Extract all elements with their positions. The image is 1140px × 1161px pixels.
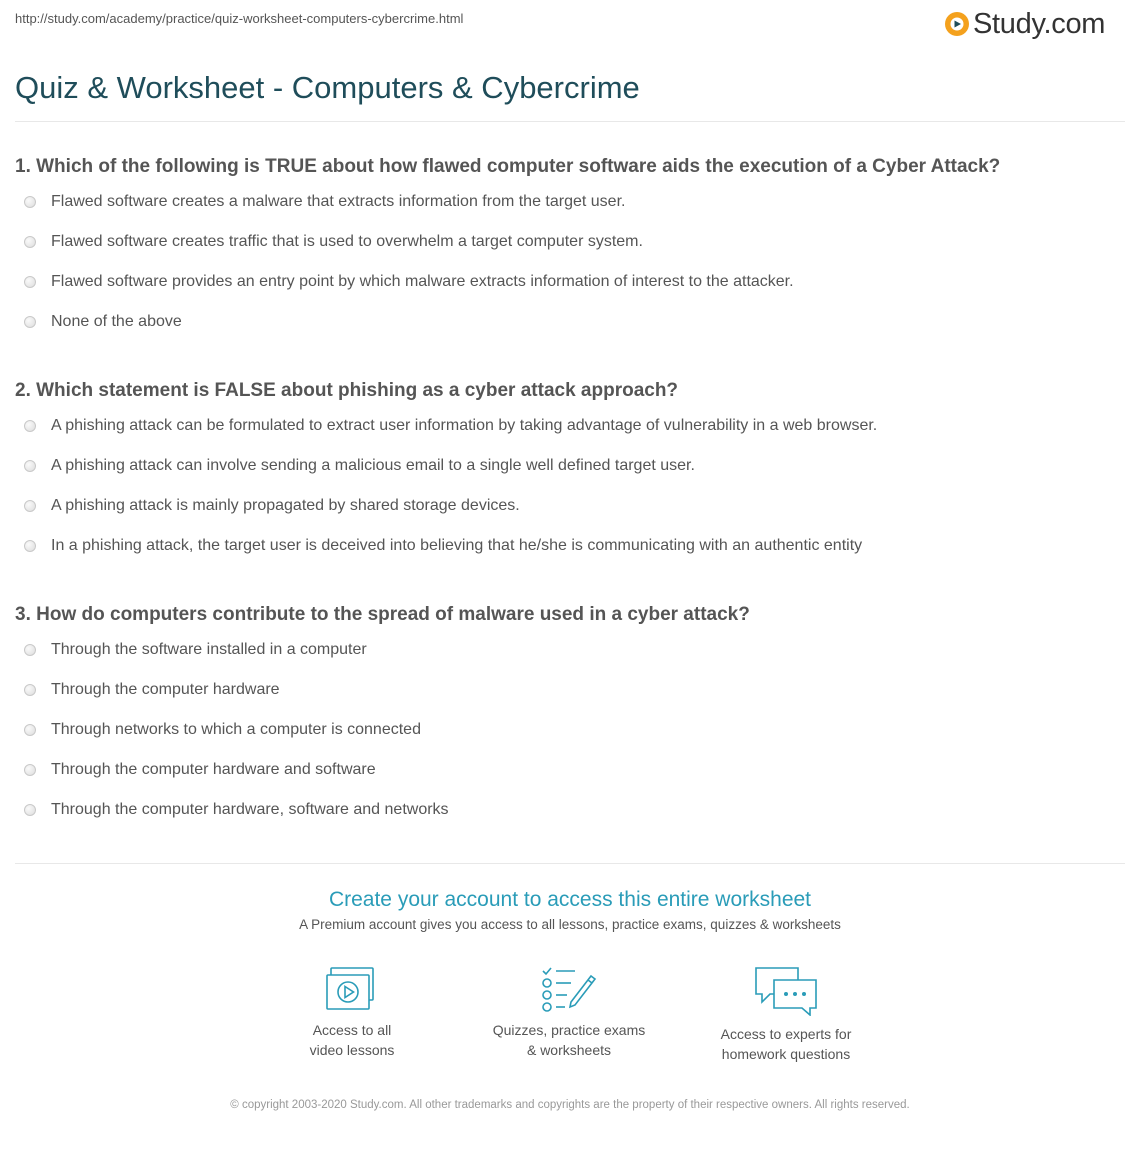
- logo-text: Study.com: [973, 7, 1106, 40]
- answer-label: Flawed software provides an entry point by which malware extracts information of interest to the attacker.: [51, 273, 794, 290]
- radio-button[interactable]: [24, 540, 36, 552]
- answer-option[interactable]: [15, 630, 1125, 670]
- radio-button[interactable]: [24, 500, 36, 512]
- cta-title-link[interactable]: Create your account to access this entire worksheet: [328, 888, 812, 911]
- feature-quizzes: [469, 966, 669, 1060]
- answer-options: [15, 182, 1125, 342]
- answer-option[interactable]: [15, 262, 1125, 302]
- feature-line: homework questions: [721, 1046, 851, 1062]
- answer-label: Through networks to which a computer is connected: [51, 721, 421, 738]
- radio-button[interactable]: [24, 724, 36, 736]
- answer-label: A phishing attack can involve sending a malicious email to a single well defined target user.: [51, 457, 695, 474]
- study-logo[interactable]: [944, 6, 1105, 42]
- answer-option[interactable]: [15, 446, 1125, 486]
- radio-button[interactable]: [24, 420, 36, 432]
- feature-line: & worksheets: [526, 1042, 612, 1058]
- question-2: [15, 376, 1125, 566]
- feature-line: Access to experts for: [720, 1026, 852, 1042]
- answer-option[interactable]: [15, 670, 1125, 710]
- radio-button[interactable]: [24, 316, 36, 328]
- feature-line: Access to all: [312, 1022, 392, 1038]
- radio-button[interactable]: [24, 804, 36, 816]
- question-text: 1. Which of the following is TRUE about how flawed computer software aids the execution of a Cyber Attack?: [15, 156, 1001, 177]
- answer-label: Flawed software creates traffic that is used to overwhelm a target computer system.: [51, 233, 643, 250]
- answer-option[interactable]: [15, 750, 1125, 790]
- title-divider: [15, 121, 1125, 122]
- radio-button[interactable]: [24, 196, 36, 208]
- answer-label: A phishing attack is mainly propagated by shared storage devices.: [51, 497, 520, 514]
- feature-line: video lessons: [309, 1042, 395, 1058]
- answer-options: [15, 406, 1125, 566]
- page-url: http://study.com/academy/practice/quiz-worksheet-computers-cybercrime.html: [15, 11, 464, 26]
- answer-option[interactable]: [15, 710, 1125, 750]
- answer-option[interactable]: [15, 302, 1125, 342]
- answer-label: Through the computer hardware: [51, 681, 280, 698]
- copyright-notice: © copyright 2003-2020 Study.com. All other trademarks and copyrights are the property of their respective owners. All rights reserved.: [230, 1099, 910, 1111]
- radio-button[interactable]: [24, 684, 36, 696]
- answer-option[interactable]: [15, 486, 1125, 526]
- signup-cta: [0, 885, 1140, 935]
- answer-options: [15, 630, 1125, 830]
- radio-button[interactable]: [24, 276, 36, 288]
- radio-button[interactable]: [24, 764, 36, 776]
- chat-bubbles-icon: [754, 966, 818, 1016]
- radio-button[interactable]: [24, 236, 36, 248]
- radio-button[interactable]: [24, 644, 36, 656]
- question-text: 2. Which statement is FALSE about phishing as a cyber attack approach?: [15, 380, 679, 401]
- answer-option[interactable]: [15, 406, 1125, 446]
- answer-option[interactable]: [15, 182, 1125, 222]
- feature-line: Quizzes, practice exams: [492, 1022, 646, 1038]
- answer-label: A phishing attack can be formulated to extract user information by taking advantage of vulnerability in a web browser.: [51, 417, 878, 434]
- cta-subtitle: A Premium account gives you access to all lessons, practice exams, quizzes & worksheets: [299, 917, 841, 932]
- page-title: Quiz & Worksheet - Computers & Cybercrime: [15, 70, 640, 105]
- answer-option[interactable]: [15, 790, 1125, 830]
- section-divider: [15, 863, 1125, 864]
- video-lessons-icon: [325, 966, 379, 1012]
- answer-label: Through the computer hardware and software: [51, 761, 376, 778]
- answer-label: Through the software installed in a computer: [51, 641, 367, 658]
- answer-label: Through the computer hardware, software and networks: [51, 801, 449, 818]
- feature-video-lessons: [252, 966, 452, 1060]
- feature-experts: [686, 966, 886, 1064]
- answer-label: None of the above: [51, 313, 182, 330]
- answer-option[interactable]: [15, 222, 1125, 262]
- quiz-checklist-icon: [541, 966, 597, 1012]
- question-text: 3. How do computers contribute to the spread of malware used in a cyber attack?: [15, 604, 750, 625]
- study-play-logo-icon: [944, 11, 970, 37]
- answer-label: In a phishing attack, the target user is deceived into believing that he/she is communicating with an authentic entity: [51, 537, 863, 554]
- question-1: [15, 152, 1125, 342]
- answer-option[interactable]: [15, 526, 1125, 566]
- question-3: [15, 600, 1125, 830]
- answer-label: Flawed software creates a malware that extracts information from the target user.: [51, 193, 626, 210]
- radio-button[interactable]: [24, 460, 36, 472]
